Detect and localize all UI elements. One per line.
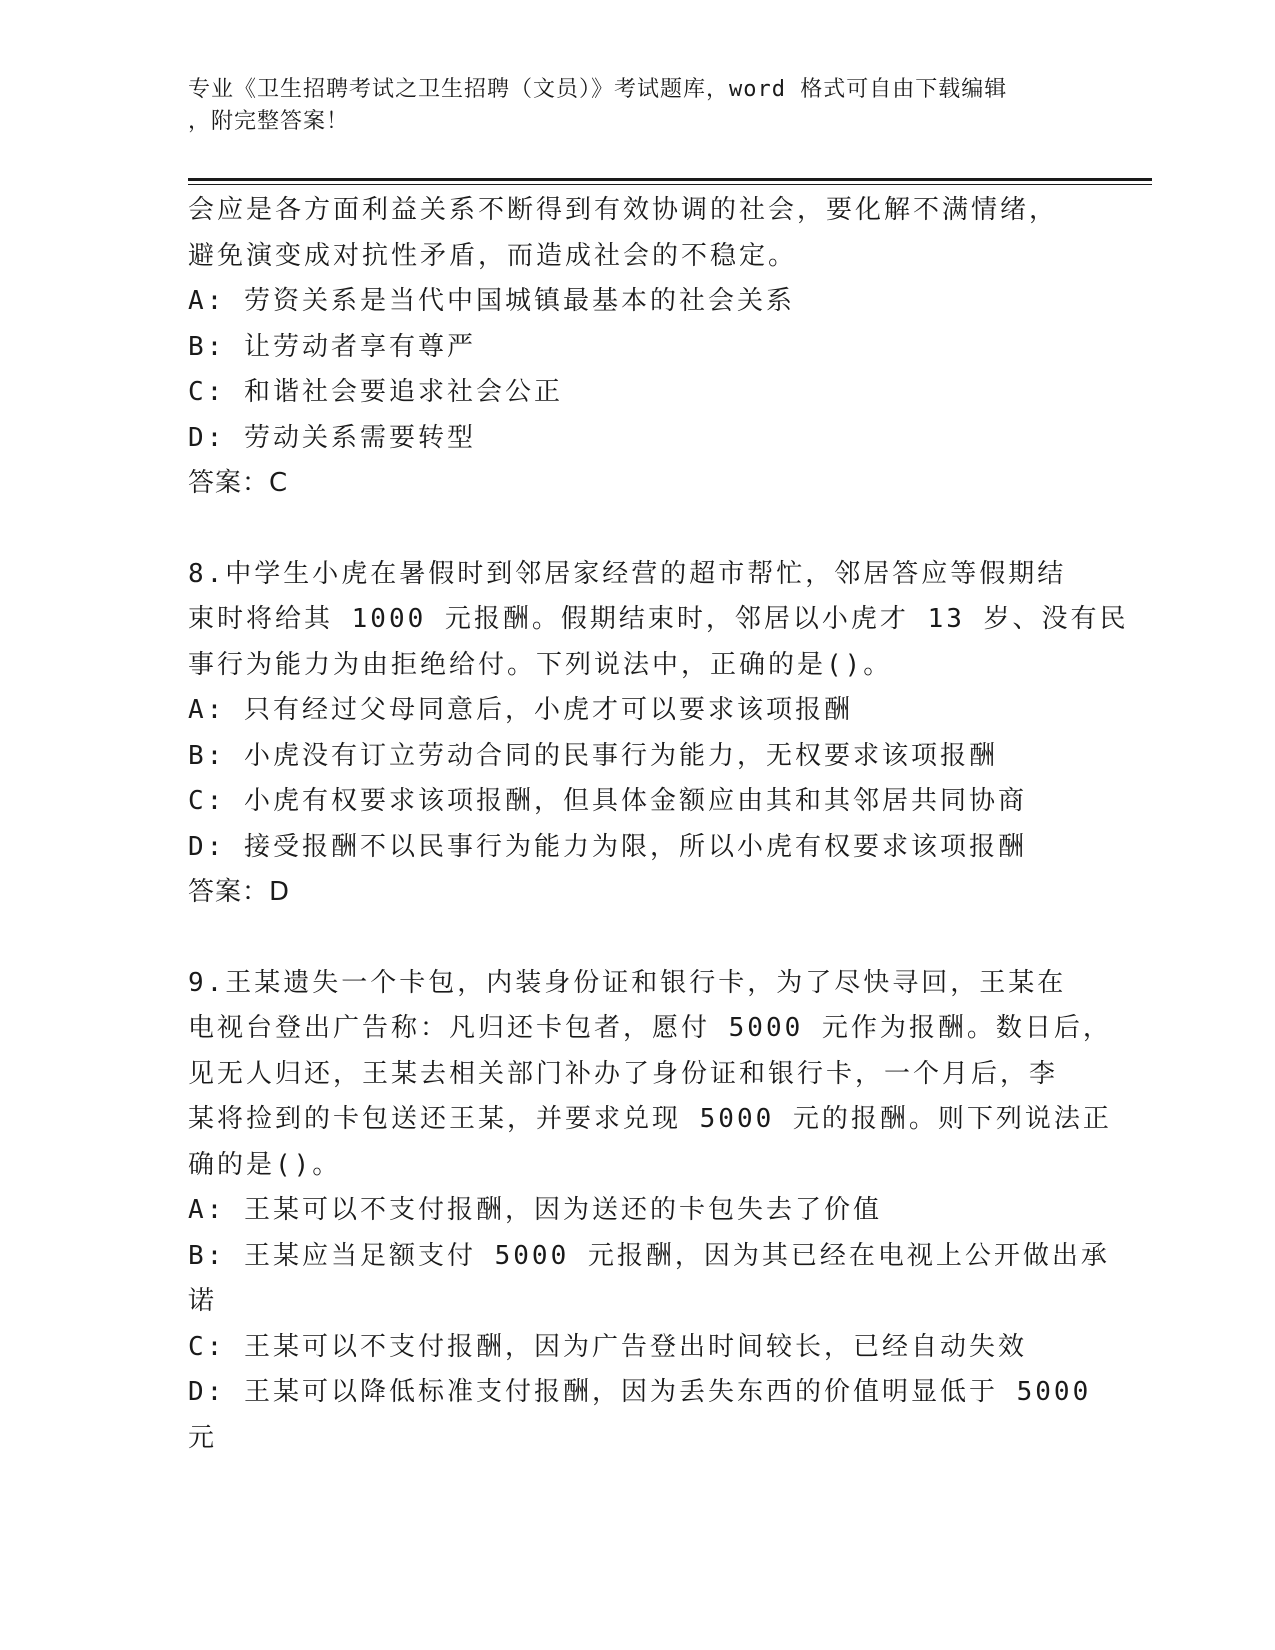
question-stem-line: 8.中学生小虎在暑假时到邻居家经营的超市帮忙，邻居答应等假期结: [188, 558, 1067, 589]
question-9: [188, 961, 1112, 1462]
document-header: [188, 74, 1068, 138]
question-stem-line: 9.王某遗失一个卡包，内装身份证和银行卡，为了尽快寻回，王某在: [188, 967, 1067, 998]
header-divider-thick: [188, 178, 1152, 181]
option-a: A: 王某可以不支付报酬，因为送还的卡包失去了价值: [188, 1195, 882, 1225]
question-stem-line: 束时将给其 1000 元报酬。假期结束时，邻居以小虎才 13 岁、没有民: [188, 604, 1129, 634]
option-a: A: 只有经过父母同意后，小虎才可以要求该项报酬: [188, 695, 853, 725]
header-line-1: 专业《卫生招聘考试之卫生招聘（文员）》考试题库，word 格式可自由下载编辑: [188, 77, 1008, 102]
option-b: B: 王某应当足额支付 5000 元报酬，因为其已经在电视上公开做出承: [188, 1240, 1110, 1271]
option-c: C: 小虎有权要求该项报酬，但具体金额应由其和其邻居共同协商: [188, 786, 1027, 816]
answer-label: 答案：C: [188, 468, 289, 498]
question-stem-line: 避免演变成对抗性矛盾，而造成社会的不稳定。: [188, 240, 798, 271]
option-d: D: 劳动关系需要转型: [188, 422, 476, 453]
option-a: A: 劳资关系是当代中国城镇最基本的社会关系: [188, 286, 795, 316]
option-d-continued: 元: [188, 1422, 218, 1453]
question-stem-line: 见无人归还，王某去相关部门补办了身份证和银行卡，一个月后，李: [188, 1058, 1059, 1089]
question-stem-line: 某将捡到的卡包送还王某，并要求兑现 5000 元的报酬。则下列说法正: [188, 1104, 1112, 1134]
spacer: [188, 507, 1088, 552]
question-stem-line: 事行为能力为由拒绝给付。下列说法中，正确的是()。: [188, 649, 893, 680]
spacer: [188, 916, 1088, 961]
option-b: B: 小虎没有订立劳动合同的民事行为能力，无权要求该项报酬: [188, 740, 998, 771]
question-stem-line: 会应是各方面利益关系不断得到有效协调的社会，要化解不满情绪，: [188, 195, 1059, 225]
document-body: [188, 188, 1129, 1461]
question-8: [188, 552, 1129, 916]
option-b: B: 让劳动者享有尊严: [188, 331, 476, 362]
question-stem-line: 确的是()。: [188, 1149, 342, 1180]
question-7: [188, 188, 1088, 507]
question-stem-line: 电视台登出广告称：凡归还卡包者，愿付 5000 元作为报酬。数日后，: [188, 1013, 1112, 1043]
header-divider-thin: [188, 184, 1152, 185]
option-d: D: 接受报酬不以民事行为能力为限，所以小虎有权要求该项报酬: [188, 831, 1027, 862]
answer-label: 答案：D: [188, 877, 291, 907]
option-b-continued: 诺: [188, 1286, 218, 1316]
option-d: D: 王某可以降低标准支付报酬，因为丢失东西的价值明显低于 5000: [188, 1377, 1092, 1407]
option-c: C: 和谐社会要追求社会公正: [188, 377, 563, 407]
header-line-2: ，附完整答案！: [188, 109, 350, 134]
option-c: C: 王某可以不支付报酬，因为广告登出时间较长，已经自动失效: [188, 1331, 1027, 1362]
